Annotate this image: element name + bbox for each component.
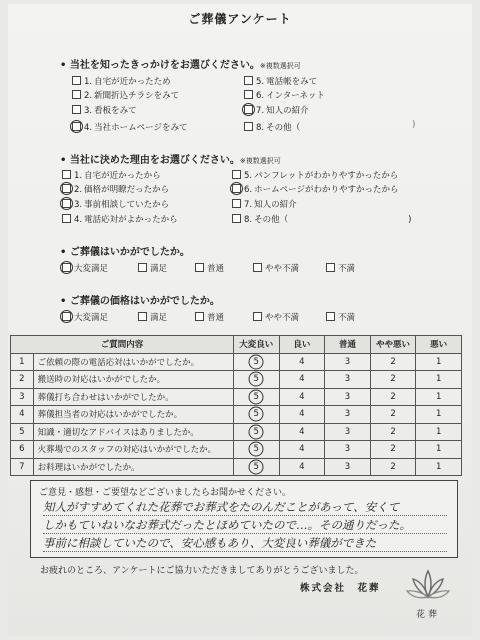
checkbox[interactable] bbox=[195, 263, 204, 272]
option-label: ホームページがわかりやすかったから bbox=[254, 185, 399, 195]
question-1-note: ※複数選択可 bbox=[259, 62, 301, 70]
row-question: 葬儀担当者の対応はいかがでしたか。 bbox=[33, 406, 233, 424]
bullet: • bbox=[60, 296, 70, 307]
option-number: 3. bbox=[74, 200, 83, 210]
score-4[interactable]: 4 bbox=[279, 388, 325, 406]
option-number: 5. bbox=[244, 171, 253, 181]
question-2 bbox=[60, 151, 281, 166]
option-number: 6. bbox=[244, 185, 253, 195]
option-label: 普通 bbox=[207, 313, 225, 323]
checkbox[interactable] bbox=[244, 90, 253, 99]
score-1[interactable]: 1 bbox=[416, 406, 462, 424]
option-number: 4. bbox=[84, 123, 93, 133]
score-4[interactable]: 4 bbox=[279, 458, 325, 476]
lotus-icon bbox=[405, 565, 451, 607]
bullet: • bbox=[60, 247, 70, 258]
score-3[interactable]: 3 bbox=[325, 458, 371, 476]
bullet: • bbox=[60, 60, 70, 71]
option-number: 1. bbox=[74, 171, 83, 181]
q4-option-1[interactable] bbox=[62, 311, 108, 323]
q2-option-8[interactable] bbox=[232, 213, 411, 225]
checkbox[interactable] bbox=[232, 199, 241, 208]
q4-option-3[interactable] bbox=[195, 311, 224, 323]
header-slightly-bad: やや悪い bbox=[370, 336, 416, 354]
option-number: 5. bbox=[256, 77, 265, 87]
q3-option-2[interactable] bbox=[138, 262, 167, 274]
comment-prompt: ご意見・感想・ご要望などございましたらお聞かせください。 bbox=[39, 488, 292, 498]
score-3[interactable]: 3 bbox=[325, 371, 371, 389]
checkbox-checked[interactable] bbox=[244, 105, 253, 114]
row-question: 火葬場でのスタッフの対応はいかがでしたか。 bbox=[33, 441, 233, 459]
score-1[interactable]: 1 bbox=[416, 441, 462, 459]
q2-option-5[interactable] bbox=[232, 169, 398, 181]
close-paren: ) bbox=[412, 120, 416, 130]
q2-option-2[interactable] bbox=[62, 183, 169, 195]
table-row bbox=[11, 388, 462, 406]
checkbox[interactable] bbox=[195, 312, 204, 321]
checkbox[interactable] bbox=[138, 312, 147, 321]
row-question: ご依頼の際の電話応対はいかがでしたか。 bbox=[33, 353, 233, 371]
row-question: 葬儀打ち合わせはいかがでしたか。 bbox=[33, 388, 233, 406]
checkbox[interactable] bbox=[72, 105, 81, 114]
q1-option-3[interactable] bbox=[72, 104, 137, 116]
score-5-selected[interactable]: 5 bbox=[233, 423, 279, 441]
bullet: • bbox=[60, 155, 70, 166]
score-1[interactable]: 1 bbox=[416, 371, 462, 389]
q1-option-5[interactable] bbox=[244, 75, 317, 87]
option-label: その他（ bbox=[254, 215, 289, 225]
option-number: 2. bbox=[84, 91, 93, 101]
header-very-good: 大変良い bbox=[233, 336, 279, 354]
score-2[interactable]: 2 bbox=[370, 371, 416, 389]
option-label: 電話帳をみて bbox=[266, 77, 318, 87]
option-label: やや不満 bbox=[265, 313, 300, 323]
checkbox-checked[interactable] bbox=[72, 122, 81, 131]
table-row bbox=[11, 458, 462, 476]
table-header-row bbox=[11, 336, 462, 354]
option-label: 事前相談していたから bbox=[84, 200, 170, 210]
q2-option-1[interactable] bbox=[62, 169, 161, 181]
header-good: 良い bbox=[279, 336, 325, 354]
row-question: 知識・適切なアドバイスはありましたか。 bbox=[33, 423, 233, 441]
checkbox[interactable] bbox=[244, 122, 253, 131]
checkbox[interactable] bbox=[253, 263, 262, 272]
option-label: 不満 bbox=[338, 264, 356, 274]
table-row bbox=[11, 441, 462, 459]
question-3-text: ご葬儀はいかがでしたか。 bbox=[69, 247, 190, 258]
q4-option-4[interactable] bbox=[253, 311, 299, 323]
score-3[interactable]: 3 bbox=[325, 388, 371, 406]
score-2[interactable]: 2 bbox=[370, 441, 416, 459]
score-5-selected[interactable]: 5 bbox=[233, 406, 279, 424]
checkbox[interactable] bbox=[326, 263, 335, 272]
option-label: やや不満 bbox=[265, 264, 300, 274]
handwritten-line-2: しかもていねいなお葬式だったとほめていたので…。その通りだった。 bbox=[43, 517, 447, 534]
option-number: 8. bbox=[256, 123, 265, 133]
q2-option-4[interactable] bbox=[62, 213, 178, 225]
company-name: 株式会社 花葬 bbox=[300, 583, 381, 594]
option-label: 知人の紹介 bbox=[266, 106, 309, 116]
score-1[interactable]: 1 bbox=[416, 388, 462, 406]
q1-option-7[interactable] bbox=[244, 104, 309, 116]
score-4[interactable]: 4 bbox=[279, 353, 325, 371]
option-label: 普通 bbox=[207, 264, 225, 274]
table-row bbox=[11, 423, 462, 441]
row-index: 3 bbox=[11, 388, 34, 406]
q4-option-2[interactable] bbox=[138, 311, 167, 323]
checkbox[interactable] bbox=[232, 170, 241, 179]
option-label: 自宅が近かったから bbox=[84, 171, 161, 181]
option-number: 7. bbox=[256, 106, 265, 116]
option-number: 3. bbox=[84, 106, 93, 116]
q1-option-2[interactable] bbox=[72, 89, 179, 101]
option-number: 7. bbox=[244, 200, 253, 210]
option-label: 知人の紹介 bbox=[254, 200, 297, 210]
score-1[interactable]: 1 bbox=[416, 458, 462, 476]
score-2[interactable]: 2 bbox=[370, 406, 416, 424]
header-bad: 悪い bbox=[416, 336, 462, 354]
logo-text: 花葬 bbox=[415, 610, 440, 620]
option-label: 新聞折込チラシをみて bbox=[94, 91, 180, 101]
option-label: 満足 bbox=[150, 264, 168, 274]
header-question: ご質問内容 bbox=[11, 336, 234, 354]
q2-option-6[interactable] bbox=[232, 183, 398, 195]
checkbox-checked[interactable] bbox=[62, 184, 71, 193]
q1-option-1[interactable] bbox=[72, 75, 171, 87]
row-index: 7 bbox=[11, 458, 34, 476]
row-index: 5 bbox=[11, 423, 34, 441]
option-label: パンフレットがわかりやすかったから bbox=[254, 171, 399, 181]
table-row bbox=[11, 371, 462, 389]
question-3 bbox=[60, 243, 190, 258]
row-index: 4 bbox=[11, 406, 34, 424]
score-3[interactable]: 3 bbox=[325, 441, 371, 459]
q4-option-5[interactable] bbox=[326, 311, 355, 323]
q3-option-4[interactable] bbox=[253, 262, 299, 274]
checkbox[interactable] bbox=[232, 214, 241, 223]
option-label: 当社ホームページをみて bbox=[94, 123, 188, 133]
score-2[interactable]: 2 bbox=[370, 388, 416, 406]
score-3[interactable]: 3 bbox=[325, 406, 371, 424]
company-logo bbox=[405, 565, 451, 625]
q1-option-4[interactable] bbox=[72, 121, 187, 133]
option-label: インターネット bbox=[266, 91, 325, 101]
option-number: 2. bbox=[74, 185, 83, 195]
score-4[interactable]: 4 bbox=[279, 406, 325, 424]
q2-option-7[interactable] bbox=[232, 198, 297, 210]
question-4-text: ご葬儀の価格はいかがでしたか。 bbox=[69, 296, 220, 307]
checkbox[interactable] bbox=[138, 263, 147, 272]
question-2-note: ※複数選択可 bbox=[239, 157, 281, 165]
option-label: 大変満足 bbox=[74, 313, 109, 323]
row-index: 6 bbox=[11, 441, 34, 459]
option-number: 1. bbox=[84, 77, 93, 87]
score-5-selected[interactable]: 5 bbox=[233, 371, 279, 389]
option-label: 電話応対がよかったから bbox=[84, 215, 178, 225]
score-2[interactable]: 2 bbox=[370, 423, 416, 441]
q1-option-6[interactable] bbox=[244, 89, 325, 101]
score-5-selected[interactable]: 5 bbox=[233, 353, 279, 371]
question-1-text: 当社を知ったきっかけをお選びください。 bbox=[69, 60, 260, 71]
score-4[interactable]: 4 bbox=[279, 371, 325, 389]
option-number: 4. bbox=[74, 215, 83, 225]
q3-option-1[interactable] bbox=[62, 262, 108, 274]
table-row bbox=[11, 353, 462, 371]
rating-table bbox=[10, 335, 462, 476]
checkbox[interactable] bbox=[72, 90, 81, 99]
score-4[interactable]: 4 bbox=[279, 423, 325, 441]
score-3[interactable]: 3 bbox=[325, 423, 371, 441]
checkbox-checked[interactable] bbox=[62, 199, 71, 208]
option-number: 6. bbox=[256, 91, 265, 101]
header-normal: 普通 bbox=[325, 336, 371, 354]
checkbox[interactable] bbox=[72, 76, 81, 85]
option-label: 不満 bbox=[338, 313, 356, 323]
score-1[interactable]: 1 bbox=[416, 423, 462, 441]
option-label: 自宅が近かったため bbox=[94, 77, 171, 87]
handwritten-line-3: 事前に相談していたので、安心感もあり、大変良い葬儀ができた bbox=[43, 535, 447, 552]
score-1[interactable]: 1 bbox=[416, 353, 462, 371]
checkbox[interactable] bbox=[62, 214, 71, 223]
score-5-selected[interactable]: 5 bbox=[233, 441, 279, 459]
thanks-message: お疲れのところ、アンケートにご協力いただきましてありがとうございました。 bbox=[40, 566, 364, 576]
comment-box[interactable] bbox=[30, 480, 458, 558]
row-question: お料理はいかがでしたか。 bbox=[33, 458, 233, 476]
checkbox[interactable] bbox=[253, 312, 262, 321]
row-index: 2 bbox=[11, 371, 34, 389]
q3-option-5[interactable] bbox=[326, 262, 355, 274]
option-label: 満足 bbox=[150, 313, 168, 323]
question-4 bbox=[60, 292, 220, 307]
close-paren: ) bbox=[408, 215, 412, 225]
checkbox[interactable] bbox=[326, 312, 335, 321]
q1-option-8[interactable] bbox=[244, 121, 300, 133]
row-index: 1 bbox=[11, 353, 34, 371]
score-4[interactable]: 4 bbox=[279, 441, 325, 459]
page-title: ご葬儀アンケート bbox=[188, 12, 292, 26]
score-5-selected[interactable]: 5 bbox=[233, 458, 279, 476]
checkbox[interactable] bbox=[244, 76, 253, 85]
q3-option-3[interactable] bbox=[195, 262, 224, 274]
table-row bbox=[11, 406, 462, 424]
score-2[interactable]: 2 bbox=[370, 353, 416, 371]
option-label: 大変満足 bbox=[74, 264, 109, 274]
question-1 bbox=[60, 56, 301, 71]
checkbox-checked[interactable] bbox=[62, 263, 71, 272]
option-number: 8. bbox=[244, 215, 253, 225]
checkbox-checked[interactable] bbox=[62, 312, 71, 321]
question-2-text: 当社に決めた理由をお選びください。 bbox=[69, 155, 240, 166]
score-5-selected[interactable]: 5 bbox=[233, 388, 279, 406]
option-label: 価格が明瞭だったから bbox=[84, 185, 170, 195]
row-question: 搬送時の対応はいかがでしたか。 bbox=[33, 371, 233, 389]
option-label: 看板をみて bbox=[94, 106, 137, 116]
q2-option-3[interactable] bbox=[62, 198, 169, 210]
checkbox[interactable] bbox=[62, 170, 71, 179]
handwritten-line-1: 知人がすすめてくれた花葬でお葬式をたのんだことがあって、安くて bbox=[43, 499, 447, 516]
checkbox-checked[interactable] bbox=[232, 184, 241, 193]
option-label: その他（ bbox=[266, 123, 301, 133]
score-3[interactable]: 3 bbox=[325, 353, 371, 371]
score-2[interactable]: 2 bbox=[370, 458, 416, 476]
